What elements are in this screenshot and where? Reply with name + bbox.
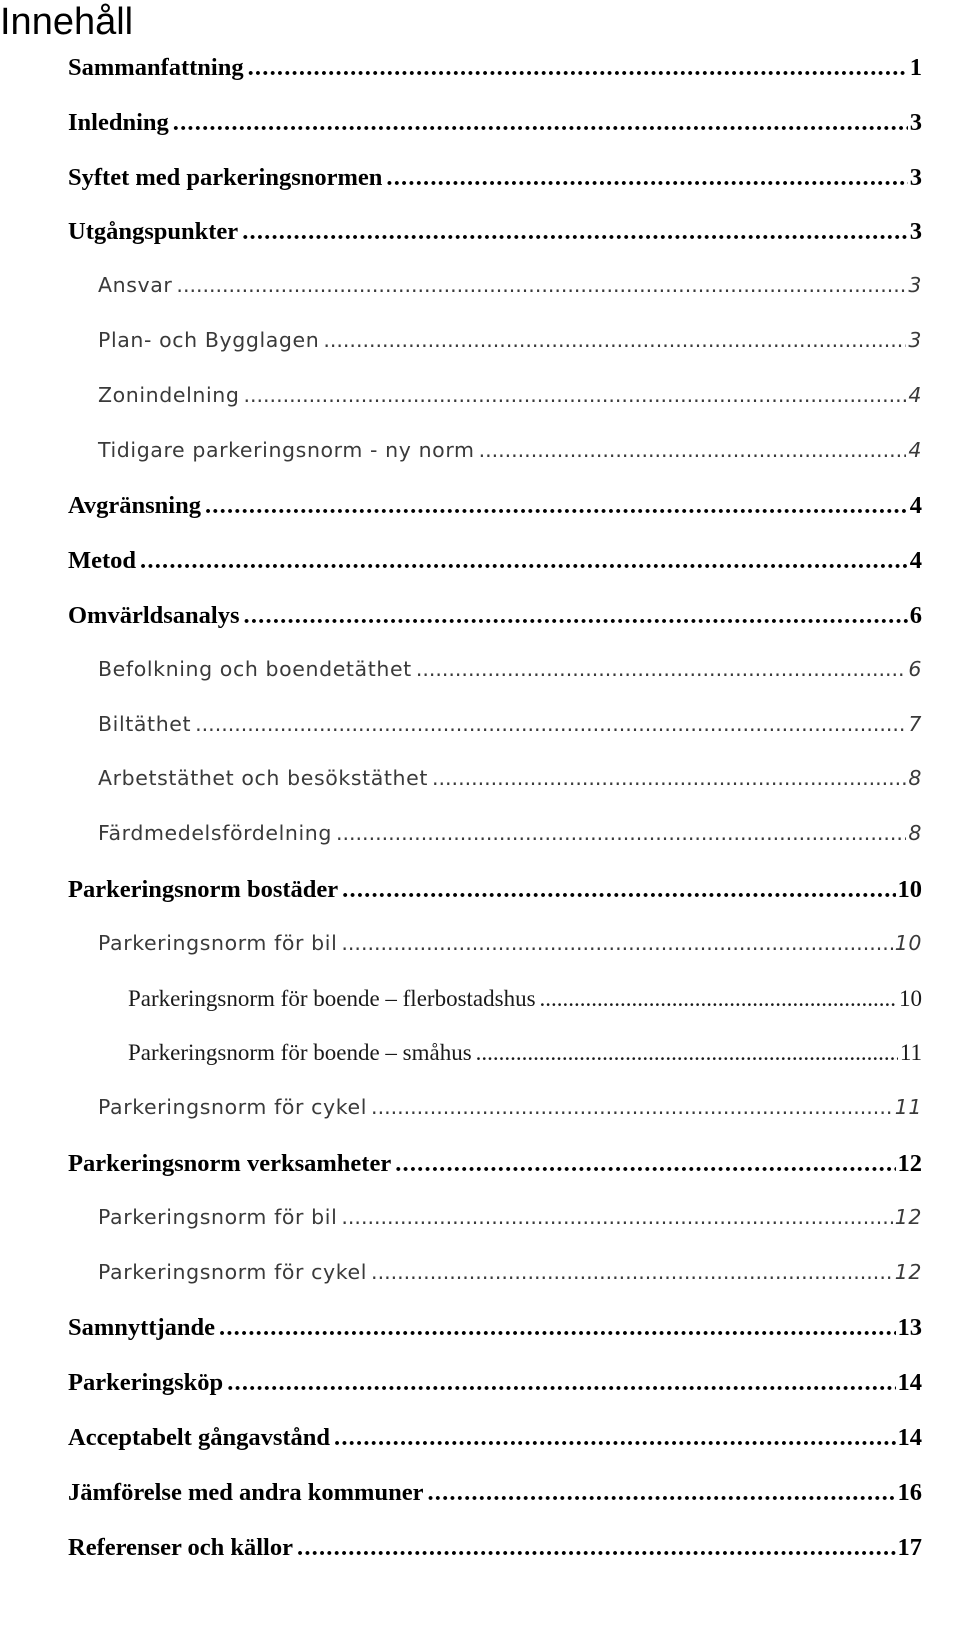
toc-entry-page-number: 8 (908, 821, 922, 846)
toc-entry-title: Parkeringsnorm för bil (98, 930, 338, 955)
toc-entry[interactable] (0, 1150, 960, 1205)
toc-entry-title: Sammanfattning (68, 54, 244, 81)
toc-entry[interactable] (0, 1534, 960, 1589)
toc-entry[interactable] (0, 986, 960, 1041)
dot-leader (176, 273, 906, 297)
dot-leader (140, 547, 908, 575)
toc-entry-title: Parkeringsnorm för bil (98, 1204, 338, 1229)
toc-entry-page-number: 4 (908, 437, 922, 462)
toc-heading: Innehåll (0, 1, 134, 43)
toc-entry-page-number: 4 (909, 547, 922, 575)
table-of-contents (0, 54, 960, 1588)
dot-leader (323, 328, 906, 352)
toc-entry[interactable] (0, 109, 960, 164)
dot-leader (395, 1150, 895, 1178)
toc-entry[interactable] (0, 1095, 960, 1150)
toc-entry-page-number: 3 (908, 327, 922, 352)
toc-entry-title: Plan- och Bygglagen (98, 327, 320, 352)
toc-entry[interactable] (0, 273, 960, 328)
toc-entry-title: Parkeringsköp (68, 1369, 224, 1397)
toc-entry-title: Zonindelning (98, 382, 240, 407)
toc-entry-title: Parkeringsnorm för boende – småhus (128, 1040, 472, 1066)
toc-entry-title: Ansvar (98, 273, 173, 298)
toc-entry[interactable] (0, 1040, 960, 1095)
toc-entry-page-number: 8 (908, 766, 922, 791)
dot-leader (297, 1534, 896, 1562)
toc-entry[interactable] (0, 438, 960, 493)
toc-entry-title: Parkeringsnorm bostäder (68, 875, 339, 903)
toc-entry[interactable] (0, 218, 960, 273)
toc-entry-title: Biltäthet (98, 711, 192, 736)
toc-entry-page-number: 14 (897, 1369, 922, 1397)
dot-leader (336, 821, 906, 845)
dot-leader (173, 109, 908, 137)
toc-entry-page-number: 10 (899, 985, 922, 1011)
dot-leader (342, 876, 895, 904)
toc-entry-page-number: 10 (894, 930, 922, 955)
toc-entry-page-number: 11 (899, 1040, 922, 1066)
toc-entry-title: Avgränsning (68, 492, 201, 520)
dot-leader (341, 1205, 892, 1229)
toc-entry[interactable] (0, 164, 960, 219)
toc-entry-title: Omvärldsanalys (68, 601, 240, 629)
toc-entry-title: Arbetstäthet och besökstäthet (98, 766, 428, 791)
toc-entry-title: Parkeringsnorm för cykel (98, 1095, 368, 1120)
toc-entry[interactable] (0, 492, 960, 547)
toc-entry-page-number: 7 (908, 711, 922, 736)
dot-leader (195, 712, 906, 736)
toc-entry-title: Samnyttjande (68, 1314, 216, 1342)
dot-leader (386, 164, 907, 192)
toc-entry-page-number: 3 (909, 218, 922, 246)
toc-entry-title: Referenser och källor (68, 1533, 293, 1561)
toc-entry-page-number: 12 (897, 1149, 922, 1177)
toc-entry-title: Parkeringsnorm för boende – flerbostadshus (128, 985, 536, 1011)
toc-entry[interactable] (0, 876, 960, 931)
toc-entry[interactable] (0, 54, 960, 109)
dot-leader (244, 602, 908, 630)
toc-entry-title: Utgångspunkter (68, 218, 239, 246)
dot-leader (334, 1424, 895, 1452)
toc-entry[interactable] (0, 821, 960, 876)
toc-entry-page-number: 4 (908, 382, 922, 407)
toc-entry[interactable] (0, 383, 960, 438)
toc-entry[interactable] (0, 1314, 960, 1369)
dot-leader (248, 54, 908, 82)
toc-entry[interactable] (0, 1369, 960, 1424)
toc-entry-page-number: 3 (909, 108, 922, 136)
dot-leader (476, 1040, 898, 1066)
dot-leader (479, 438, 907, 462)
toc-entry-page-number: 4 (909, 492, 922, 520)
toc-entry[interactable] (0, 328, 960, 383)
toc-entry[interactable] (0, 766, 960, 821)
toc-entry-page-number: 6 (908, 656, 922, 681)
dot-leader (540, 986, 897, 1012)
toc-entry-title: Befolkning och boendetäthet (98, 656, 412, 681)
toc-entry-title: Färdmedelsfördelning (98, 821, 332, 846)
toc-entry[interactable] (0, 657, 960, 712)
toc-entry-page-number: 3 (909, 163, 922, 191)
toc-entry-title: Parkeringsnorm för cykel (98, 1259, 368, 1284)
toc-entry-page-number: 12 (894, 1204, 922, 1229)
toc-entry-page-number: 12 (894, 1259, 922, 1284)
toc-entry-title: Inledning (68, 108, 169, 136)
dot-leader (371, 1260, 893, 1284)
toc-entry[interactable] (0, 931, 960, 986)
toc-entry[interactable] (0, 1260, 960, 1315)
toc-entry-title: Syftet med parkeringsnormen (68, 163, 383, 191)
toc-entry-page-number: 13 (897, 1314, 922, 1342)
dot-leader (205, 492, 908, 520)
dot-leader (371, 1095, 893, 1119)
toc-entry-title: Jämförelse med andra kommuner (68, 1478, 424, 1506)
toc-entry-title: Tidigare parkeringsnorm - ny norm (98, 437, 475, 462)
toc-entry-page-number: 16 (897, 1478, 922, 1506)
toc-entry[interactable] (0, 1205, 960, 1260)
toc-entry-title: Metod (68, 547, 137, 575)
toc-entry-page-number: 11 (894, 1095, 922, 1120)
dot-leader (416, 657, 907, 681)
toc-entry-title: Parkeringsnorm verksamheter (68, 1149, 392, 1177)
toc-entry-page-number: 6 (909, 601, 922, 629)
toc-entry[interactable] (0, 1479, 960, 1534)
toc-entry[interactable] (0, 547, 960, 602)
toc-entry-page-number: 1 (909, 54, 922, 81)
dot-leader (227, 1369, 895, 1397)
toc-entry[interactable] (0, 602, 960, 657)
dot-leader (243, 383, 906, 407)
dot-leader (219, 1314, 895, 1342)
toc-entry[interactable] (0, 712, 960, 767)
toc-entry-page-number: 10 (897, 875, 922, 903)
dot-leader (432, 766, 906, 790)
dot-leader (242, 218, 908, 246)
toc-entry-title: Acceptabelt gångavstånd (68, 1423, 331, 1451)
toc-entry[interactable] (0, 1424, 960, 1479)
toc-entry-page-number: 3 (908, 273, 922, 298)
dot-leader (427, 1479, 895, 1507)
dot-leader (341, 931, 892, 955)
toc-entry-page-number: 14 (897, 1423, 922, 1451)
toc-entry-page-number: 17 (897, 1533, 922, 1561)
